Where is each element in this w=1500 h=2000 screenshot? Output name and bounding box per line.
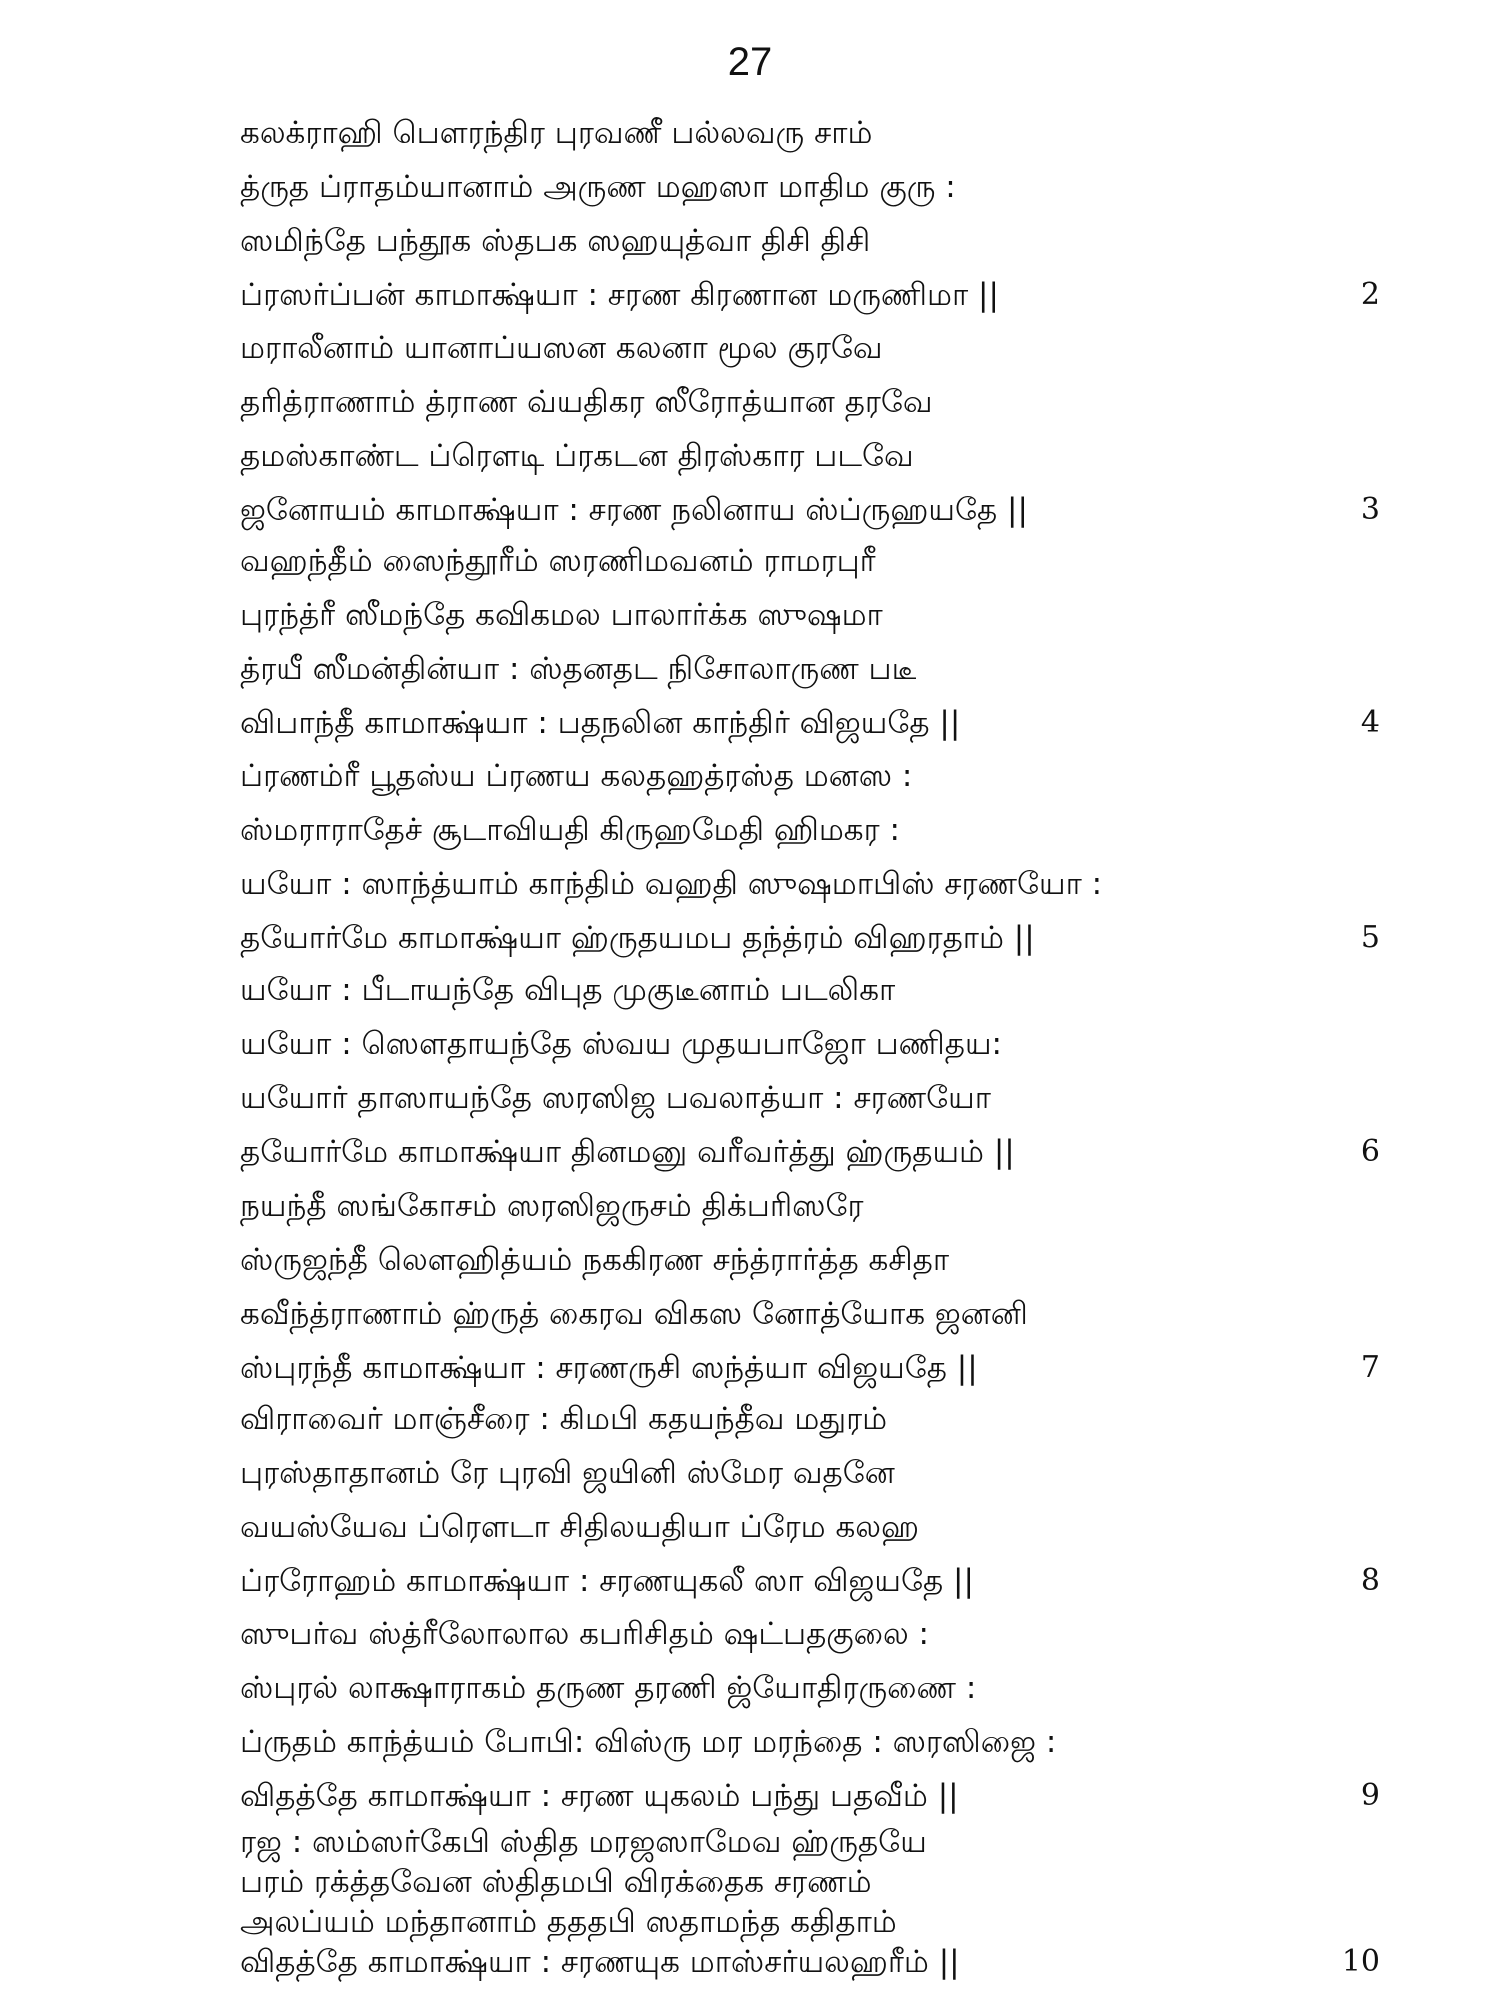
verse-line: விராவைர் மாஞ்சீரை : கிமபி கதயந்தீவ மதுரம் xyxy=(240,1401,888,1437)
verse-line: புரஸ்தாதானம் ரே புரவி ஜயினி ஸ்மேர வதனே xyxy=(240,1455,895,1491)
verse-block xyxy=(240,321,1380,537)
verse-line: தயோர்மே காமாக்ஷ்யா தினமனு வரீவர்த்து ஹ்ருதயம் || 6 xyxy=(240,1125,1380,1179)
verse-line: ஸ்புரந்தீ காமாக்ஷ்யா : சரணருசி ஸந்த்யா விஜயதே || 7 xyxy=(240,1341,1380,1395)
verse-line: மராலீனாம் யானாப்யஸன கலனா மூல குரவே xyxy=(240,330,883,366)
verse-line: த்ருத ப்ராதம்யானாம் அருண மஹஸா மாதிம குரு : xyxy=(240,169,956,205)
verse-line: புரந்த்ரீ ஸீமந்தே கவிகமல பாலார்க்க ஸுஷமா xyxy=(240,597,883,633)
verse-line: பரம் ரக்த்தவேன ஸ்திதமபி விரக்தைக சரணம் xyxy=(240,1864,872,1900)
verse-line: யயோ : ஸௌதாயந்தே ஸ்வய முதயபாஜோ பணிதய: xyxy=(240,1026,1002,1062)
verse-number: 10 xyxy=(1341,1944,1380,1979)
verse-line: தரித்ராணாம் த்ராண வ்யதிகர ஸீரோத்யான தரவே xyxy=(240,384,933,420)
verse-line: விபாந்தீ காமாக்ஷ்யா : பதநலின காந்திர் விஜயதே || 4 xyxy=(240,696,1380,750)
verse-line: ப்ரரோஹம் காமாக்ஷ்யா : சரணயுகலீ ஸா விஜயதே || 8 xyxy=(240,1554,1380,1608)
verse-line: ரஜ : ஸம்ஸர்கேபி ஸ்தித மரஜஸாமேவ ஹ்ருதயே xyxy=(240,1824,927,1860)
verse-line: ப்ரஸர்ப்பன் காமாக்ஷ்யா : சரண கிரணான மருணிமா || 2 xyxy=(240,268,1380,322)
verse-block xyxy=(240,1392,1380,1608)
verse-line: யயோ : பீடாயந்தே விபுத முகுடீனாம் படலிகா xyxy=(240,972,896,1008)
verse-number: 3 xyxy=(1360,492,1380,527)
verse-line: கலக்ராஹி பௌரந்திர புரவணீ பல்லவரு சாம் xyxy=(240,115,873,151)
verse-line: விதத்தே காமாக்ஷ்யா : சரண யுகலம் பந்து பதவீம் || 9 xyxy=(240,1769,1380,1823)
verse-line: ப்ருதம் காந்த்யம் போபி: விஸ்ரு மர மரந்தை : ஸரஸிஜை : xyxy=(240,1724,1057,1760)
verse-number: 8 xyxy=(1360,1563,1380,1598)
verse-line: அலப்யம் மந்தானாம் தததபி ஸதாமந்த கதிதாம் xyxy=(240,1904,897,1940)
verse-line: நயந்தீ ஸங்கோசம் ஸரஸிஜருசம் திக்பரிஸரே xyxy=(240,1188,864,1224)
verse-number: 2 xyxy=(1360,277,1380,312)
verse-line: த்ரயீ ஸீமன்தின்யா : ஸ்தனதட நிசோலாருண படீ xyxy=(240,651,917,687)
verse-number: 7 xyxy=(1360,1350,1380,1385)
verse-block xyxy=(240,749,1380,965)
verse-line: வஹந்தீம் ஸைந்தூரீம் ஸரணிமவனம் ராமரபுரீ xyxy=(240,543,876,579)
page-number: 27 xyxy=(727,40,773,84)
verse-line: யயோர் தாஸாயந்தே ஸரஸிஜ பவலாத்யா : சரணயோ xyxy=(240,1080,991,1116)
verse-block xyxy=(240,106,1380,322)
verse-line: ஜனோயம் காமாக்ஷ்யா : சரண நலினாய ஸ்ப்ருஹயதே || 3 xyxy=(240,483,1380,537)
verse-line: யயோ : ஸாந்த்யாம் காந்திம் வஹதி ஸுஷமாபிஸ் சரணயோ : xyxy=(240,866,1103,902)
verse-line: தமஸ்காண்ட ப்ரௌடி ப்ரகடன திரஸ்கார படவே xyxy=(240,438,914,474)
verse-line: ஸமிந்தே பந்தூக ஸ்தபக ஸஹயுத்வா திசி திசி xyxy=(240,223,871,259)
verse-line: கவீந்த்ராணாம் ஹ்ருத் கைரவ விகஸ னோத்யோக ஜனனி xyxy=(240,1296,1028,1332)
verse-number: 9 xyxy=(1360,1778,1380,1813)
verse-block xyxy=(240,1822,1380,1982)
verse-line: ஸ்ருஜந்தீ லௌஹித்யம் நககிரண சந்த்ரார்த்த கசிதா xyxy=(240,1242,950,1278)
verse-line: வயஸ்யேவ ப்ரௌடா சிதிலயதியா ப்ரேம கலஹ xyxy=(240,1509,920,1545)
verse-line: விதத்தே காமாக்ஷ்யா : சரணயுக மாஸ்சர்யலஹரீம் || 10 xyxy=(240,1944,1380,1980)
verse-line: தயோர்மே காமாக்ஷ்யா ஹ்ருதயமப தந்த்ரம் விஹரதாம் || 5 xyxy=(240,911,1380,965)
verse-number: 4 xyxy=(1360,705,1380,740)
verse-number: 5 xyxy=(1360,920,1380,955)
verse-block xyxy=(240,1607,1380,1823)
verse-line: ஸ்புரல் லாக்ஷாராகம் தருண தரணி ஜ்யோதிரருணை : xyxy=(240,1670,977,1706)
verse-block xyxy=(240,534,1380,750)
verse-line: ஸ்மராராதேச் சூடாவியதி கிருஹமேதி ஹிமகர : xyxy=(240,812,900,848)
verse-line: ஸுபர்வ ஸ்த்ரீலோலால கபரிசிதம் ஷட்பதகுலை : xyxy=(240,1616,929,1652)
verse-line: ப்ரணம்ரீ பூதஸ்ய ப்ரணய கலதஹத்ரஸ்த மனஸ : xyxy=(240,758,913,794)
verse-block xyxy=(240,1179,1380,1395)
verse-block xyxy=(240,963,1380,1179)
verse-number: 6 xyxy=(1360,1134,1380,1169)
